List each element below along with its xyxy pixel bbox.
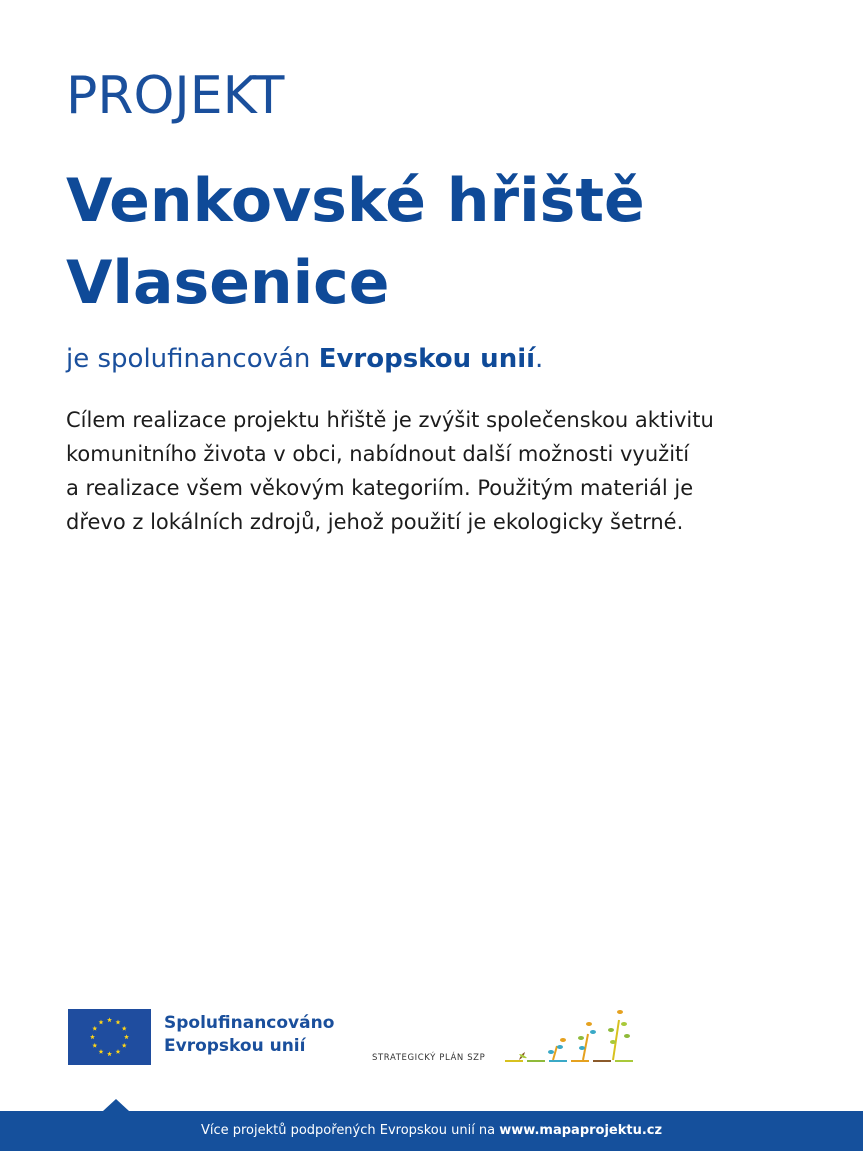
eu-cofinanced-label bbox=[164, 1012, 334, 1058]
description-line: a realizace všem věkovým kategoriím. Použitým materiál je bbox=[66, 476, 694, 500]
eu-star bbox=[99, 1020, 104, 1025]
eu-star bbox=[124, 1034, 129, 1039]
eu-star bbox=[116, 1049, 121, 1054]
footer-text: Více projektů podpořených Evropskou unií na bbox=[200, 1123, 500, 1138]
footer-bar bbox=[0, 1111, 863, 1151]
project-kicker: PROJEKT bbox=[66, 66, 285, 126]
footer-notch bbox=[103, 1099, 129, 1111]
description-line: komunitního života v obci, nabídnout další možnosti využití bbox=[66, 442, 690, 466]
eu-star bbox=[107, 1051, 112, 1056]
project-title bbox=[66, 160, 826, 324]
cofinanced-emphasis: Evropskou unií bbox=[318, 344, 536, 374]
footer-link[interactable]: www.mapaprojektu.cz bbox=[499, 1123, 663, 1138]
eu-stars-icon bbox=[68, 1009, 151, 1065]
eu-star bbox=[116, 1020, 121, 1025]
eu-label-line-1: Spolufinancováno bbox=[164, 1013, 335, 1033]
eu-star bbox=[92, 1026, 97, 1031]
description-line: Cílem realizace projektu hřiště je zvýšit společenskou aktivitu bbox=[66, 408, 714, 432]
project-title-line-1: Venkovské hřiště bbox=[66, 166, 645, 236]
eu-star bbox=[122, 1043, 127, 1048]
eu-star bbox=[99, 1049, 104, 1054]
eu-label-line-2: Evropskou unií bbox=[164, 1036, 306, 1056]
eu-star bbox=[90, 1034, 95, 1039]
cofinanced-suffix: . bbox=[535, 344, 544, 374]
szp-label: STRATEGICKÝ PLÁN SZP bbox=[372, 1053, 486, 1063]
eu-flag-logo bbox=[68, 1009, 151, 1065]
cofinanced-statement bbox=[66, 341, 543, 377]
description-line: dřevo z lokálních zdrojů, jehož použití je ekologicky šetrné. bbox=[66, 510, 684, 534]
project-description bbox=[66, 403, 826, 539]
eu-star bbox=[122, 1026, 127, 1031]
project-title-line-2: Vlasenice bbox=[66, 248, 390, 318]
eu-star bbox=[107, 1017, 112, 1022]
eu-star bbox=[92, 1043, 97, 1048]
szp-sprouts-icon bbox=[505, 1006, 643, 1068]
cofinanced-prefix: je spolufinancován bbox=[66, 344, 319, 374]
